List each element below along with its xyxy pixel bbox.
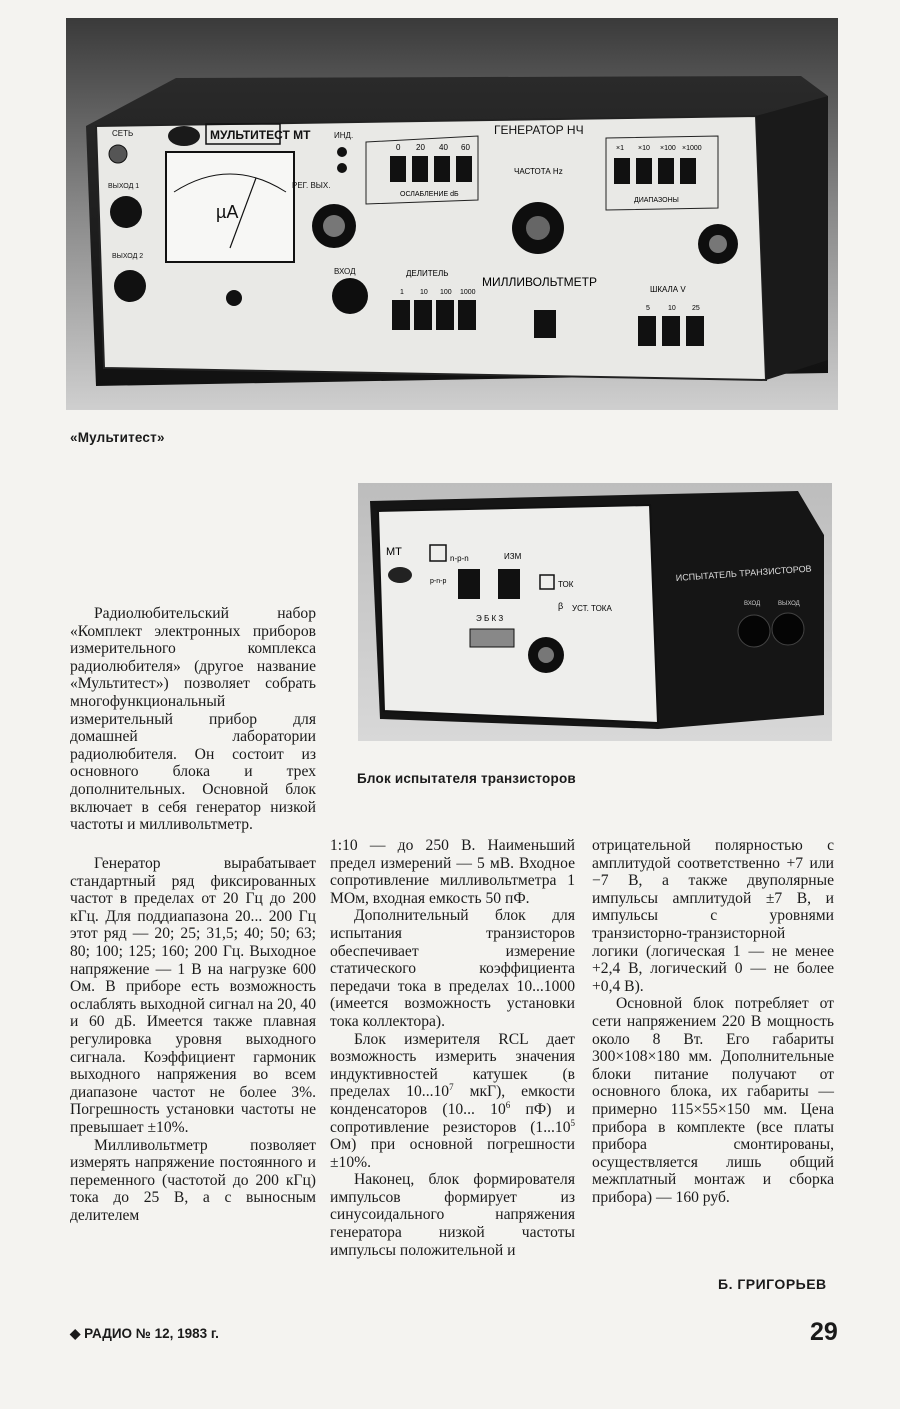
svg-text:×1: ×1 [616, 145, 624, 152]
paragraph: Генератор вырабатывает стандартный ряд фиксированных частот в пределах от 20 Гц до 200 кГц. Для поддиапазона 20... 200 Гц этот ряд — 20; 25; 31,5; 40; 50; 63; 80; 100; 125; 160; 200 Гц. Выходное напряжение — 1 В на нагрузке 600 Ом. В приборе есть возможность ослаблять выходной сигнал на 20, 40 и 60 дБ. Имеется также плавная регулировка уровня выходного сигнала. Коэффициент гармоник выходного напряжения во всем диапазоне частот не более 3%. Погрешность установки частоты не превышает ±10%. [70, 855, 316, 1136]
svg-text:ДЕЛИТЕЛЬ: ДЕЛИТЕЛЬ [406, 269, 449, 278]
svg-text:40: 40 [439, 143, 448, 152]
photo-transistor-tester [358, 483, 832, 741]
svg-text:β: β [558, 601, 564, 611]
paragraph: Милливольтметр позволяет измерять напряжение постоянного и переменного (частотой до 200 кГц) тока до 25 В, а с выносным делителем [70, 1136, 316, 1224]
svg-text:ИЗМ: ИЗМ [504, 552, 522, 561]
svg-text:5: 5 [646, 305, 650, 312]
svg-text:1: 1 [400, 289, 404, 296]
svg-text:1000: 1000 [460, 289, 476, 296]
photo1-caption: «Мультитест» [70, 430, 165, 445]
svg-text:0: 0 [396, 143, 401, 152]
svg-text:ДИАПАЗОНЫ: ДИАПАЗОНЫ [634, 197, 679, 204]
footer [70, 1326, 219, 1342]
paragraph: 1:10 — до 250 В. Наименьший предел измерений — 5 мВ. Входное сопротивление милливольтметра 1 МОм, входная емкость 50 пФ. [330, 837, 575, 907]
author-signature: Б. ГРИГОРЬЕВ [718, 1276, 827, 1292]
svg-text:РЕГ. ВЫХ.: РЕГ. ВЫХ. [292, 181, 331, 190]
svg-text:×100: ×100 [660, 145, 676, 152]
page-number: 29 [810, 1318, 838, 1346]
paragraph: Блок измерителя RCL дает возможность измерить значения индуктивностей катушек (в пределах 10...10$^7$ мкГ), емкости конденсаторов (10... $10^6$ пФ) и сопротивление резисторов (1...10$^5$ Ом) при основной погрешности ±10%. [330, 1030, 576, 1171]
paragraph: Дополнительный блок для испытания транзисторов обеспечивает измерение статического коэффициента передачи тока в пределах 10...1000 (имеется возможность установки тока коллектора). [330, 907, 575, 1030]
tester-panel [378, 505, 658, 723]
column-3 [592, 837, 834, 1206]
svg-text:20: 20 [416, 143, 425, 152]
svg-text:25: 25 [692, 305, 700, 312]
brand-label: МУЛЬТИТЕСТ МТ [210, 128, 311, 142]
millivoltmeter-title: МИЛЛИВОЛЬТМЕТР [482, 275, 598, 289]
svg-text:ИСПЫТАТЕЛЬ ТРАНЗИСТОРОВ: ИСПЫТАТЕЛЬ ТРАНЗИСТОРОВ [675, 563, 812, 583]
diamond-icon: ◆ [70, 1326, 81, 1341]
paragraph: Радиолюбительский набор «Комплект электронных приборов измерительного комплекса радиолюбителя» (другое название «Мультитест») позволяет собрать многофункциональный измерительный прибор для домашней лаборатории радиолюбителя. Он состоит из основного блока и трех дополнительных. Основной блок включает в себя генератор низкой частоты и милливольтметр. [70, 605, 316, 834]
svg-text:ШКАЛА V: ШКАЛА V [650, 285, 686, 294]
svg-text:60: 60 [461, 143, 470, 152]
svg-text:n-p-n: n-p-n [450, 554, 469, 563]
column-1-top [70, 605, 316, 834]
svg-text:ВЫХОД 2: ВЫХОД 2 [112, 253, 144, 260]
svg-text:ВХОД: ВХОД [334, 267, 356, 276]
photo-multitest [66, 18, 838, 410]
svg-text:ОСЛАБЛЕНИЕ dБ: ОСЛАБЛЕНИЕ dБ [400, 191, 459, 198]
column-2 [330, 837, 575, 1259]
svg-text:ВЫХОД: ВЫХОД [778, 601, 800, 607]
svg-text:10: 10 [668, 305, 676, 312]
scale-buttons [638, 305, 704, 346]
svg-text:ЧАСТОТА Hz: ЧАСТОТА Hz [514, 167, 563, 176]
magazine-issue: РАДИО № 12, 1983 г. [84, 1326, 219, 1341]
generator-title: ГЕНЕРАТОР НЧ [494, 123, 584, 137]
svg-text:ВЫХОД 1: ВЫХОД 1 [108, 183, 140, 190]
svg-text:ТОК: ТОК [558, 580, 574, 589]
input-jack [332, 278, 368, 314]
photo2-caption: Блок испытателя транзисторов [357, 771, 576, 786]
svg-text:УСТ. ТОКА: УСТ. ТОКА [572, 604, 612, 613]
svg-text:ВХОД: ВХОД [744, 601, 761, 607]
paragraph: отрицательной полярностью с амплитудой соответственно +7 или −7 В, а также двуполярные импульсы амплитудой ±7 В, и импульсы с уровнями транзисторно-транзисторной логики (логическая 1 — не менее +2,4 В, логический 0 — не более +0,4 В). [592, 837, 834, 995]
svg-text:µА: µА [216, 202, 239, 222]
svg-text:Э Б К З: Э Б К З [476, 614, 504, 623]
column-1 [70, 855, 316, 1224]
svg-text:ИНД.: ИНД. [334, 131, 354, 140]
svg-text:СЕТЬ: СЕТЬ [112, 129, 134, 138]
output2-jack [114, 270, 146, 302]
svg-text:МТ: МТ [386, 546, 402, 558]
paragraph: Основной блок потребляет от сети напряжением 220 В мощность около 8 Вт. Его габариты 300×108×180 мм. Дополнительные блоки питание получают от основного блока, их габариты — примерно 115×55×150 мм. Цена прибора в комплекте (все платы прибора смонтированы, осуществляется лишь общий межплатный монтаж и сборка прибора) — 160 руб. [592, 995, 834, 1206]
svg-text:100: 100 [440, 289, 452, 296]
paragraph: Наконец, блок формирователя импульсов формирует из синусоидального напряжения генератора низкой частоты импульсы положительной и [330, 1171, 575, 1259]
svg-text:10: 10 [420, 289, 428, 296]
svg-text:×1000: ×1000 [682, 145, 702, 152]
svg-text:p-n-p: p-n-p [430, 578, 447, 585]
svg-text:×10: ×10 [638, 145, 650, 152]
output1-jack [110, 196, 142, 228]
